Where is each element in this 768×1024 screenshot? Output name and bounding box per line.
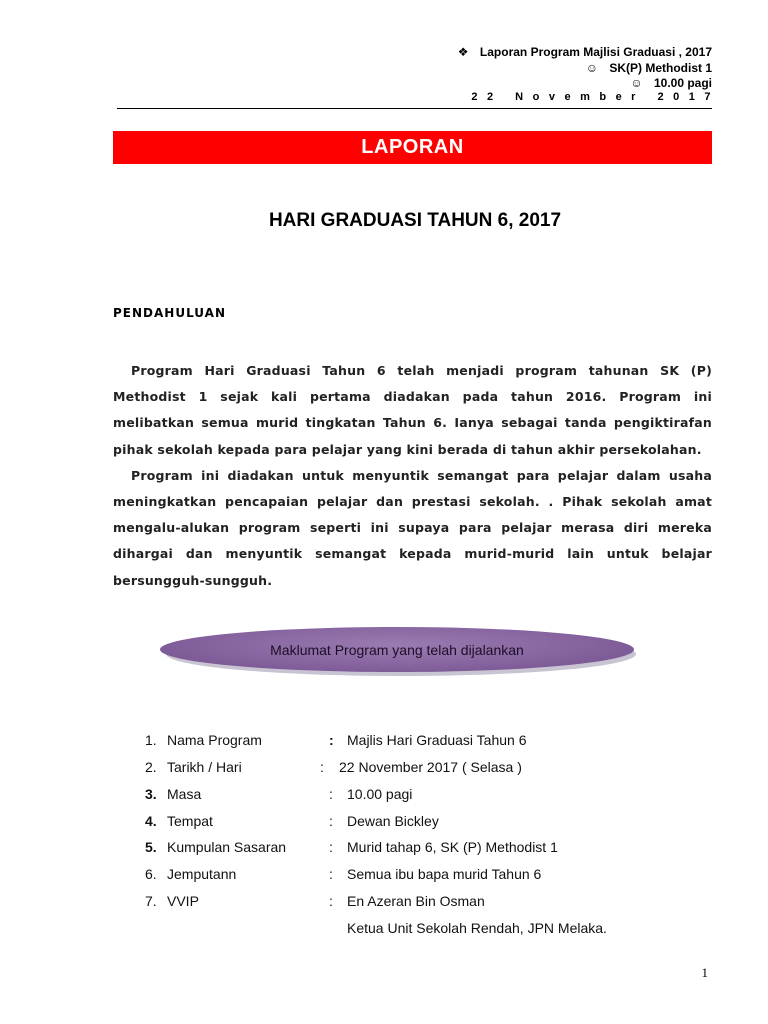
item-value: En Azeran Bin Osman [347,893,485,909]
item-value: Murid tahap 6, SK (P) Methodist 1 [347,839,558,855]
item-number: 7. [145,893,157,909]
diamond-bullet-icon: ❖ [457,45,469,59]
item-number: 5. [145,839,157,855]
header-title-text: Laporan Program Majlisi Graduasi , 2017 [479,45,712,59]
header-time [630,76,712,90]
item-value: Majlis Hari Graduasi Tahun 6 [347,732,527,748]
header-school-text: SK(P) Methodist 1 [609,61,712,75]
header-time-text: 10.00 pagi [653,76,712,90]
info-banner-text: Maklumat Program yang telah dijalankan [270,642,524,658]
intro-paragraph-2: Program ini diadakan untuk menyuntik semangat para pelajar dalam usaha meningkatkan pencapaian pelajar dan prestasi sekolah. . Pihak sekolah amat mengalu-alukan program seperti ini supaya para pelajar merasa diri mereka dihargai dan menyuntik semangat kepada murid-murid lain untuk belajar bersungguh-sungguh. [113,467,712,588]
intro-paragraph-1: Program Hari Graduasi Tahun 6 telah menjadi program tahunan SK (P) Methodist 1 sejak kali pertama diadakan pada tahun 2016. Program ini melibatkan semua murid tingkatan Tahun 6. Ianya sebagai tanda pengiktirafan pihak sekolah kepada para pelajar yang kini berada di tahun akhir persekolahan. [113,363,712,457]
page-title: HARI GRADUASI TAHUN 6, 2017 [268,210,562,231]
item-label: VVIP [167,893,199,909]
item-value: 22 November 2017 ( Selasa ) [339,759,522,775]
item-number: 6. [145,866,157,882]
item-colon: : [320,759,324,775]
item-colon: : [329,813,333,829]
item-colon: : [329,866,333,882]
item-label: Masa [167,786,202,802]
item-number: 2. [145,759,157,775]
item-colon: : [329,893,333,909]
smiley-bullet-icon: ☺ [630,76,643,90]
banner-title: LAPORAN [361,136,464,158]
page-number: 1 [701,965,708,980]
item-value: Semua ibu bapa murid Tahun 6 [347,866,542,882]
item-label: Nama Program [167,732,262,748]
item-colon: : [329,732,334,748]
item-value: Dewan Bickley [347,813,439,829]
item-colon: : [329,839,333,855]
report-banner [113,131,712,164]
item-number: 4. [145,813,157,829]
header-divider [117,108,712,109]
item-colon: : [329,786,333,802]
header-school [586,61,712,75]
item-number: 1. [145,732,157,748]
item-number: 3. [145,786,157,802]
info-banner [160,627,634,672]
item-value: 10.00 pagi [347,786,413,802]
smiley-bullet-icon: ☺ [585,61,598,75]
header-report-title [458,45,712,59]
vvip-position: Ketua Unit Sekolah Rendah, JPN Melaka. [347,920,607,936]
item-label: Tempat [167,813,213,829]
item-label: Kumpulan Sasaran [167,839,287,855]
item-label: Jemputann [167,866,237,882]
header-date: 22 November 2017 [471,91,720,103]
section-heading: PENDAHULUAN [113,306,226,320]
item-label: Tarikh / Hari [167,759,242,775]
intro-body [113,358,712,594]
